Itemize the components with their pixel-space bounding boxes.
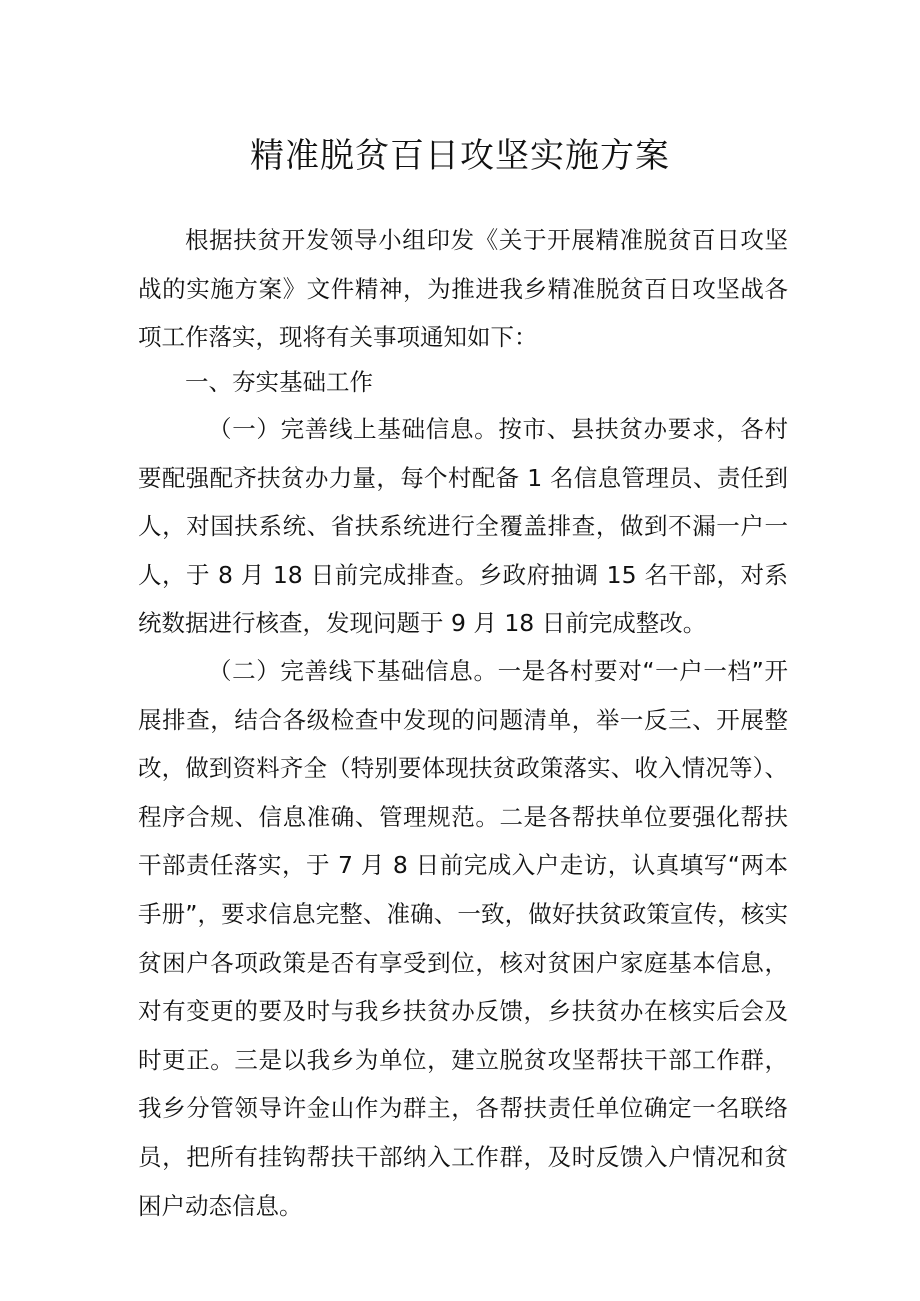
section-heading: 一、夯实基础工作 — [185, 368, 373, 396]
document-title: 精准脱贫百日攻坚实施方案 — [250, 136, 670, 176]
item-paragraph-1: （一）完善线上基础信息。按市、县扶贫办要求，各村要配强配齐扶贫办力量，每个村配备 1 名信息管理员、责任到人，对国扶系统、省扶系统进行全覆盖排查，做到不漏一户一人，于 8 月 18 日前完成排查。乡政府抽调 15 名干部，对系统数据进行核查，发现问题于 9 月 18 日前完成整改。 — [138, 415, 788, 638]
intro-paragraph: 根据扶贫开发领导小组印发《关于开展精准脱贫百日攻坚战的实施方案》文件精神，为推进我乡精准脱贫百日攻坚战各项工作落实，现将有关事项通知如下： — [138, 226, 788, 352]
item-paragraph-2: （二）完善线下基础信息。一是各村要对“一户一档”开展排查，结合各级检查中发现的问题清单，举一反三、开展整改，做到资料齐全（特别要体现扶贫政策落实、收入情况等）、程序合规、信息准确、管理规范。二是各帮扶单位要强化帮扶干部责任落实，于 7 月 8 日前完成入户走访，认真填写“两本手册”，要求信息完整、准确、一致，做好扶贫政策宣传，核实贫困户各项政策是否有享受到位，核对贫困户家庭基本信息，对有变更的要及时与我乡扶贫办反馈，乡扶贫办在核实后会及时更正。三是以我乡为单位，建立脱贫攻坚帮扶干部工作群，我乡分管领导许金山作为群主，各帮扶责任单位确定一名联络员，把所有挂钩帮扶干部纳入工作群，及时反馈入户情况和贫困户动态信息。 — [138, 657, 788, 1220]
